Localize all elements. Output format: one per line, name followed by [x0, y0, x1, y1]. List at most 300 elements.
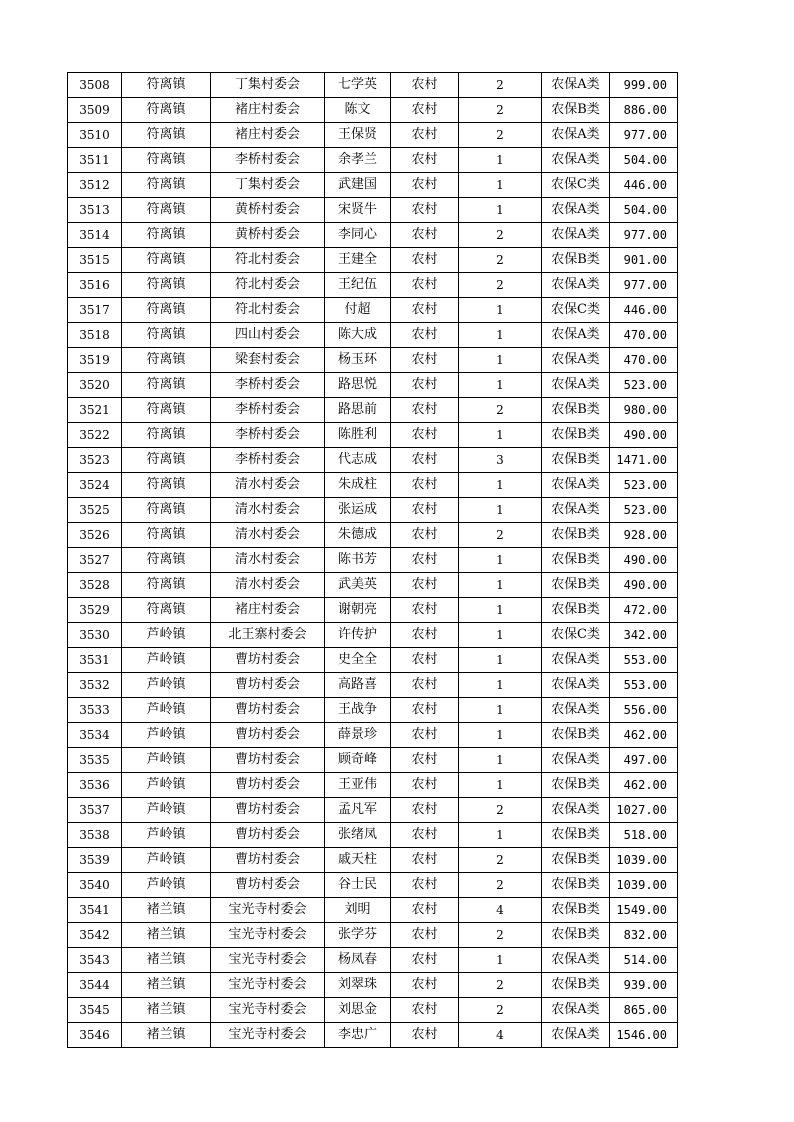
row-number-cell: 3524	[68, 473, 122, 498]
amount-cell: 490.00	[610, 548, 678, 573]
person-name-cell: 刘明	[325, 898, 391, 923]
amount-cell: 472.00	[610, 598, 678, 623]
insurance-category-cell: 农保B类	[542, 248, 610, 273]
village-committee-cell: 褚庄村委会	[211, 598, 325, 623]
amount-cell: 1039.00	[610, 848, 678, 873]
insurance-category-cell: 农保B类	[542, 823, 610, 848]
person-name-cell: 武美英	[325, 573, 391, 598]
amount-cell: 977.00	[610, 223, 678, 248]
table-row	[68, 848, 678, 873]
person-name-cell: 余孝兰	[325, 148, 391, 173]
row-number-cell: 3542	[68, 923, 122, 948]
village-committee-cell: 黄桥村委会	[211, 198, 325, 223]
household-size-cell: 1	[459, 648, 542, 673]
residence-type-cell: 农村	[391, 423, 459, 448]
town-cell: 符离镇	[122, 273, 211, 298]
insurance-category-cell: 农保A类	[542, 73, 610, 98]
row-number-cell: 3527	[68, 548, 122, 573]
town-cell: 符离镇	[122, 448, 211, 473]
person-name-cell: 代志成	[325, 448, 391, 473]
residence-type-cell: 农村	[391, 298, 459, 323]
person-name-cell: 张运成	[325, 498, 391, 523]
table-row	[68, 448, 678, 473]
row-number-cell: 3514	[68, 223, 122, 248]
town-cell: 芦岭镇	[122, 773, 211, 798]
town-cell: 芦岭镇	[122, 673, 211, 698]
amount-cell: 980.00	[610, 398, 678, 423]
table-row	[68, 898, 678, 923]
residence-type-cell: 农村	[391, 123, 459, 148]
person-name-cell: 路思前	[325, 398, 391, 423]
residence-type-cell: 农村	[391, 198, 459, 223]
insurance-category-cell: 农保B类	[542, 898, 610, 923]
town-cell: 符离镇	[122, 548, 211, 573]
person-name-cell: 王战争	[325, 698, 391, 723]
table-row	[68, 73, 678, 98]
person-name-cell: 顾奇峰	[325, 748, 391, 773]
residence-type-cell: 农村	[391, 273, 459, 298]
person-name-cell: 杨玉环	[325, 348, 391, 373]
household-size-cell: 1	[459, 623, 542, 648]
residence-type-cell: 农村	[391, 98, 459, 123]
person-name-cell: 杨凤春	[325, 948, 391, 973]
amount-cell: 523.00	[610, 473, 678, 498]
amount-cell: 497.00	[610, 748, 678, 773]
household-size-cell: 2	[459, 223, 542, 248]
village-committee-cell: 四山村委会	[211, 323, 325, 348]
table-row	[68, 223, 678, 248]
row-number-cell: 3534	[68, 723, 122, 748]
residence-type-cell: 农村	[391, 573, 459, 598]
table-row	[68, 273, 678, 298]
town-cell: 符离镇	[122, 298, 211, 323]
row-number-cell: 3540	[68, 873, 122, 898]
person-name-cell: 张学芬	[325, 923, 391, 948]
person-name-cell: 史全全	[325, 648, 391, 673]
person-name-cell: 路思悦	[325, 373, 391, 398]
village-committee-cell: 北王寨村委会	[211, 623, 325, 648]
row-number-cell: 3531	[68, 648, 122, 673]
insurance-category-cell: 农保A类	[542, 273, 610, 298]
village-committee-cell: 褚庄村委会	[211, 123, 325, 148]
village-committee-cell: 宝光寺村委会	[211, 998, 325, 1023]
insurance-category-cell: 农保A类	[542, 1023, 610, 1048]
town-cell: 符离镇	[122, 373, 211, 398]
row-number-cell: 3510	[68, 123, 122, 148]
table-row	[68, 798, 678, 823]
village-committee-cell: 符北村委会	[211, 298, 325, 323]
insurance-category-cell: 农保A类	[542, 348, 610, 373]
village-committee-cell: 曹坊村委会	[211, 848, 325, 873]
town-cell: 符离镇	[122, 523, 211, 548]
village-committee-cell: 宝光寺村委会	[211, 1023, 325, 1048]
person-name-cell: 朱德成	[325, 523, 391, 548]
residence-type-cell: 农村	[391, 373, 459, 398]
person-name-cell: 刘思金	[325, 998, 391, 1023]
row-number-cell: 3518	[68, 323, 122, 348]
table-row	[68, 623, 678, 648]
village-committee-cell: 黄桥村委会	[211, 223, 325, 248]
household-size-cell: 2	[459, 873, 542, 898]
person-name-cell: 陈胜利	[325, 423, 391, 448]
person-name-cell: 王纪伍	[325, 273, 391, 298]
town-cell: 符离镇	[122, 573, 211, 598]
amount-cell: 446.00	[610, 298, 678, 323]
residence-type-cell: 农村	[391, 673, 459, 698]
town-cell: 褚兰镇	[122, 1023, 211, 1048]
village-committee-cell: 李桥村委会	[211, 423, 325, 448]
table-row	[68, 973, 678, 998]
village-committee-cell: 丁集村委会	[211, 73, 325, 98]
insurance-category-cell: 农保B类	[542, 98, 610, 123]
household-size-cell: 1	[459, 348, 542, 373]
insurance-category-cell: 农保A类	[542, 498, 610, 523]
town-cell: 褚兰镇	[122, 998, 211, 1023]
village-committee-cell: 符北村委会	[211, 273, 325, 298]
household-size-cell: 1	[459, 673, 542, 698]
person-name-cell: 戚天柱	[325, 848, 391, 873]
row-number-cell: 3517	[68, 298, 122, 323]
row-number-cell: 3509	[68, 98, 122, 123]
table-row	[68, 373, 678, 398]
insurance-category-cell: 农保A类	[542, 748, 610, 773]
residence-type-cell: 农村	[391, 698, 459, 723]
village-committee-cell: 曹坊村委会	[211, 798, 325, 823]
town-cell: 芦岭镇	[122, 648, 211, 673]
row-number-cell: 3508	[68, 73, 122, 98]
village-committee-cell: 曹坊村委会	[211, 698, 325, 723]
row-number-cell: 3535	[68, 748, 122, 773]
person-name-cell: 七学英	[325, 73, 391, 98]
residence-type-cell: 农村	[391, 323, 459, 348]
amount-cell: 553.00	[610, 648, 678, 673]
table-row	[68, 773, 678, 798]
amount-cell: 504.00	[610, 148, 678, 173]
amount-cell: 1546.00	[610, 1023, 678, 1048]
household-size-cell: 2	[459, 848, 542, 873]
town-cell: 芦岭镇	[122, 748, 211, 773]
town-cell: 符离镇	[122, 473, 211, 498]
amount-cell: 470.00	[610, 348, 678, 373]
town-cell: 芦岭镇	[122, 798, 211, 823]
village-committee-cell: 清水村委会	[211, 498, 325, 523]
row-number-cell: 3521	[68, 398, 122, 423]
table-row	[68, 173, 678, 198]
insurance-category-cell: 农保A类	[542, 473, 610, 498]
residence-type-cell: 农村	[391, 398, 459, 423]
town-cell: 芦岭镇	[122, 848, 211, 873]
village-committee-cell: 宝光寺村委会	[211, 948, 325, 973]
person-name-cell: 谷士民	[325, 873, 391, 898]
residence-type-cell: 农村	[391, 223, 459, 248]
residence-type-cell: 农村	[391, 248, 459, 273]
row-number-cell: 3525	[68, 498, 122, 523]
person-name-cell: 李忠广	[325, 1023, 391, 1048]
town-cell: 符离镇	[122, 73, 211, 98]
household-size-cell: 1	[459, 148, 542, 173]
town-cell: 褚兰镇	[122, 923, 211, 948]
table-row	[68, 923, 678, 948]
town-cell: 符离镇	[122, 348, 211, 373]
table-row	[68, 398, 678, 423]
table-row	[68, 123, 678, 148]
row-number-cell: 3544	[68, 973, 122, 998]
village-committee-cell: 李桥村委会	[211, 398, 325, 423]
residence-type-cell: 农村	[391, 523, 459, 548]
village-committee-cell: 宝光寺村委会	[211, 898, 325, 923]
insurance-category-cell: 农保A类	[542, 648, 610, 673]
insurance-category-cell: 农保B类	[542, 523, 610, 548]
row-number-cell: 3526	[68, 523, 122, 548]
row-number-cell: 3545	[68, 998, 122, 1023]
row-number-cell: 3515	[68, 248, 122, 273]
person-name-cell: 孟凡军	[325, 798, 391, 823]
village-committee-cell: 清水村委会	[211, 523, 325, 548]
row-number-cell: 3512	[68, 173, 122, 198]
person-name-cell: 付超	[325, 298, 391, 323]
amount-cell: 523.00	[610, 498, 678, 523]
insurance-category-cell: 农保B类	[542, 573, 610, 598]
table-row	[68, 148, 678, 173]
table-row	[68, 298, 678, 323]
table-row	[68, 1023, 678, 1048]
household-size-cell: 1	[459, 298, 542, 323]
table-row	[68, 998, 678, 1023]
village-committee-cell: 李桥村委会	[211, 373, 325, 398]
amount-cell: 886.00	[610, 98, 678, 123]
village-committee-cell: 符北村委会	[211, 248, 325, 273]
village-committee-cell: 清水村委会	[211, 473, 325, 498]
household-size-cell: 2	[459, 798, 542, 823]
row-number-cell: 3546	[68, 1023, 122, 1048]
insurance-category-cell: 农保A类	[542, 198, 610, 223]
person-name-cell: 陈文	[325, 98, 391, 123]
table-row	[68, 598, 678, 623]
insurance-category-cell: 农保A类	[542, 148, 610, 173]
person-name-cell: 高路喜	[325, 673, 391, 698]
residence-type-cell: 农村	[391, 623, 459, 648]
table-row	[68, 348, 678, 373]
town-cell: 符离镇	[122, 323, 211, 348]
household-size-cell: 1	[459, 573, 542, 598]
row-number-cell: 3529	[68, 598, 122, 623]
residence-type-cell: 农村	[391, 873, 459, 898]
row-number-cell: 3539	[68, 848, 122, 873]
insurance-category-cell: 农保B类	[542, 423, 610, 448]
person-name-cell: 许传护	[325, 623, 391, 648]
household-size-cell: 2	[459, 248, 542, 273]
person-name-cell: 王保贤	[325, 123, 391, 148]
table-row	[68, 423, 678, 448]
amount-cell: 832.00	[610, 923, 678, 948]
residence-type-cell: 农村	[391, 498, 459, 523]
table-row	[68, 723, 678, 748]
table-row	[68, 198, 678, 223]
residence-type-cell: 农村	[391, 948, 459, 973]
household-size-cell: 1	[459, 773, 542, 798]
village-committee-cell: 曹坊村委会	[211, 873, 325, 898]
row-number-cell: 3511	[68, 148, 122, 173]
household-size-cell: 1	[459, 423, 542, 448]
amount-cell: 553.00	[610, 673, 678, 698]
residence-type-cell: 农村	[391, 973, 459, 998]
town-cell: 符离镇	[122, 398, 211, 423]
row-number-cell: 3516	[68, 273, 122, 298]
residence-type-cell: 农村	[391, 148, 459, 173]
table-row	[68, 648, 678, 673]
household-size-cell: 1	[459, 823, 542, 848]
household-size-cell: 1	[459, 473, 542, 498]
household-size-cell: 1	[459, 173, 542, 198]
insurance-category-cell: 农保B类	[542, 723, 610, 748]
village-committee-cell: 宝光寺村委会	[211, 923, 325, 948]
town-cell: 符离镇	[122, 173, 211, 198]
table-row	[68, 248, 678, 273]
amount-cell: 939.00	[610, 973, 678, 998]
residence-type-cell: 农村	[391, 173, 459, 198]
table-row	[68, 573, 678, 598]
amount-cell: 462.00	[610, 723, 678, 748]
residence-type-cell: 农村	[391, 548, 459, 573]
residence-type-cell: 农村	[391, 798, 459, 823]
household-size-cell: 1	[459, 198, 542, 223]
village-committee-cell: 李桥村委会	[211, 148, 325, 173]
amount-cell: 1027.00	[610, 798, 678, 823]
village-committee-cell: 丁集村委会	[211, 173, 325, 198]
household-size-cell: 1	[459, 598, 542, 623]
residence-type-cell: 农村	[391, 73, 459, 98]
amount-cell: 865.00	[610, 998, 678, 1023]
amount-cell: 462.00	[610, 773, 678, 798]
residence-type-cell: 农村	[391, 773, 459, 798]
row-number-cell: 3530	[68, 623, 122, 648]
household-size-cell: 4	[459, 898, 542, 923]
insurance-category-cell: 农保B类	[542, 873, 610, 898]
village-committee-cell: 曹坊村委会	[211, 648, 325, 673]
residence-type-cell: 农村	[391, 598, 459, 623]
insurance-category-cell: 农保A类	[542, 998, 610, 1023]
row-number-cell: 3532	[68, 673, 122, 698]
household-size-cell: 2	[459, 123, 542, 148]
household-size-cell: 1	[459, 498, 542, 523]
household-size-cell: 1	[459, 373, 542, 398]
row-number-cell: 3528	[68, 573, 122, 598]
household-size-cell: 1	[459, 948, 542, 973]
row-number-cell: 3523	[68, 448, 122, 473]
table-row	[68, 323, 678, 348]
town-cell: 符离镇	[122, 248, 211, 273]
village-committee-cell: 宝光寺村委会	[211, 973, 325, 998]
town-cell: 褚兰镇	[122, 973, 211, 998]
village-committee-cell: 褚庄村委会	[211, 98, 325, 123]
household-size-cell: 1	[459, 323, 542, 348]
person-name-cell: 陈书芳	[325, 548, 391, 573]
insurance-category-cell: 农保B类	[542, 548, 610, 573]
row-number-cell: 3541	[68, 898, 122, 923]
table-row	[68, 873, 678, 898]
insurance-category-cell: 农保C类	[542, 298, 610, 323]
person-name-cell: 谢朝亮	[325, 598, 391, 623]
town-cell: 芦岭镇	[122, 823, 211, 848]
household-size-cell: 3	[459, 448, 542, 473]
amount-cell: 928.00	[610, 523, 678, 548]
person-name-cell: 刘翠珠	[325, 973, 391, 998]
household-size-cell: 2	[459, 273, 542, 298]
row-number-cell: 3536	[68, 773, 122, 798]
town-cell: 芦岭镇	[122, 698, 211, 723]
person-name-cell: 张绪凤	[325, 823, 391, 848]
town-cell: 褚兰镇	[122, 948, 211, 973]
village-committee-cell: 曹坊村委会	[211, 748, 325, 773]
household-size-cell: 2	[459, 973, 542, 998]
residence-type-cell: 农村	[391, 1023, 459, 1048]
town-cell: 符离镇	[122, 98, 211, 123]
row-number-cell: 3513	[68, 198, 122, 223]
person-name-cell: 李同心	[325, 223, 391, 248]
insurance-category-cell: 农保B类	[542, 773, 610, 798]
town-cell: 符离镇	[122, 198, 211, 223]
town-cell: 符离镇	[122, 148, 211, 173]
person-name-cell: 武建国	[325, 173, 391, 198]
household-size-cell: 2	[459, 98, 542, 123]
amount-cell: 1471.00	[610, 448, 678, 473]
insurance-category-cell: 农保B类	[542, 448, 610, 473]
household-size-cell: 1	[459, 723, 542, 748]
residence-type-cell: 农村	[391, 723, 459, 748]
table-row	[68, 673, 678, 698]
insurance-category-cell: 农保A类	[542, 373, 610, 398]
table-row	[68, 98, 678, 123]
insurance-category-cell: 农保A类	[542, 948, 610, 973]
village-committee-cell: 清水村委会	[211, 573, 325, 598]
residence-type-cell: 农村	[391, 473, 459, 498]
table-row	[68, 748, 678, 773]
village-committee-cell: 梁套村委会	[211, 348, 325, 373]
residence-type-cell: 农村	[391, 348, 459, 373]
town-cell: 符离镇	[122, 598, 211, 623]
table-row	[68, 698, 678, 723]
town-cell: 符离镇	[122, 223, 211, 248]
town-cell: 褚兰镇	[122, 898, 211, 923]
amount-cell: 342.00	[610, 623, 678, 648]
amount-cell: 504.00	[610, 198, 678, 223]
residence-type-cell: 农村	[391, 848, 459, 873]
household-size-cell: 1	[459, 548, 542, 573]
table-body	[68, 73, 678, 1048]
town-cell: 芦岭镇	[122, 873, 211, 898]
row-number-cell: 3522	[68, 423, 122, 448]
insurance-category-cell: 农保B类	[542, 923, 610, 948]
amount-cell: 999.00	[610, 73, 678, 98]
table-row	[68, 523, 678, 548]
table-row	[68, 473, 678, 498]
amount-cell: 1549.00	[610, 898, 678, 923]
person-name-cell: 薛景珍	[325, 723, 391, 748]
residence-type-cell: 农村	[391, 748, 459, 773]
village-committee-cell: 曹坊村委会	[211, 673, 325, 698]
village-committee-cell: 清水村委会	[211, 548, 325, 573]
town-cell: 符离镇	[122, 498, 211, 523]
residence-type-cell: 农村	[391, 898, 459, 923]
insurance-category-cell: 农保A类	[542, 673, 610, 698]
residence-type-cell: 农村	[391, 998, 459, 1023]
village-committee-cell: 曹坊村委会	[211, 823, 325, 848]
amount-cell: 523.00	[610, 373, 678, 398]
amount-cell: 518.00	[610, 823, 678, 848]
amount-cell: 470.00	[610, 323, 678, 348]
person-name-cell: 陈大成	[325, 323, 391, 348]
table-row	[68, 548, 678, 573]
